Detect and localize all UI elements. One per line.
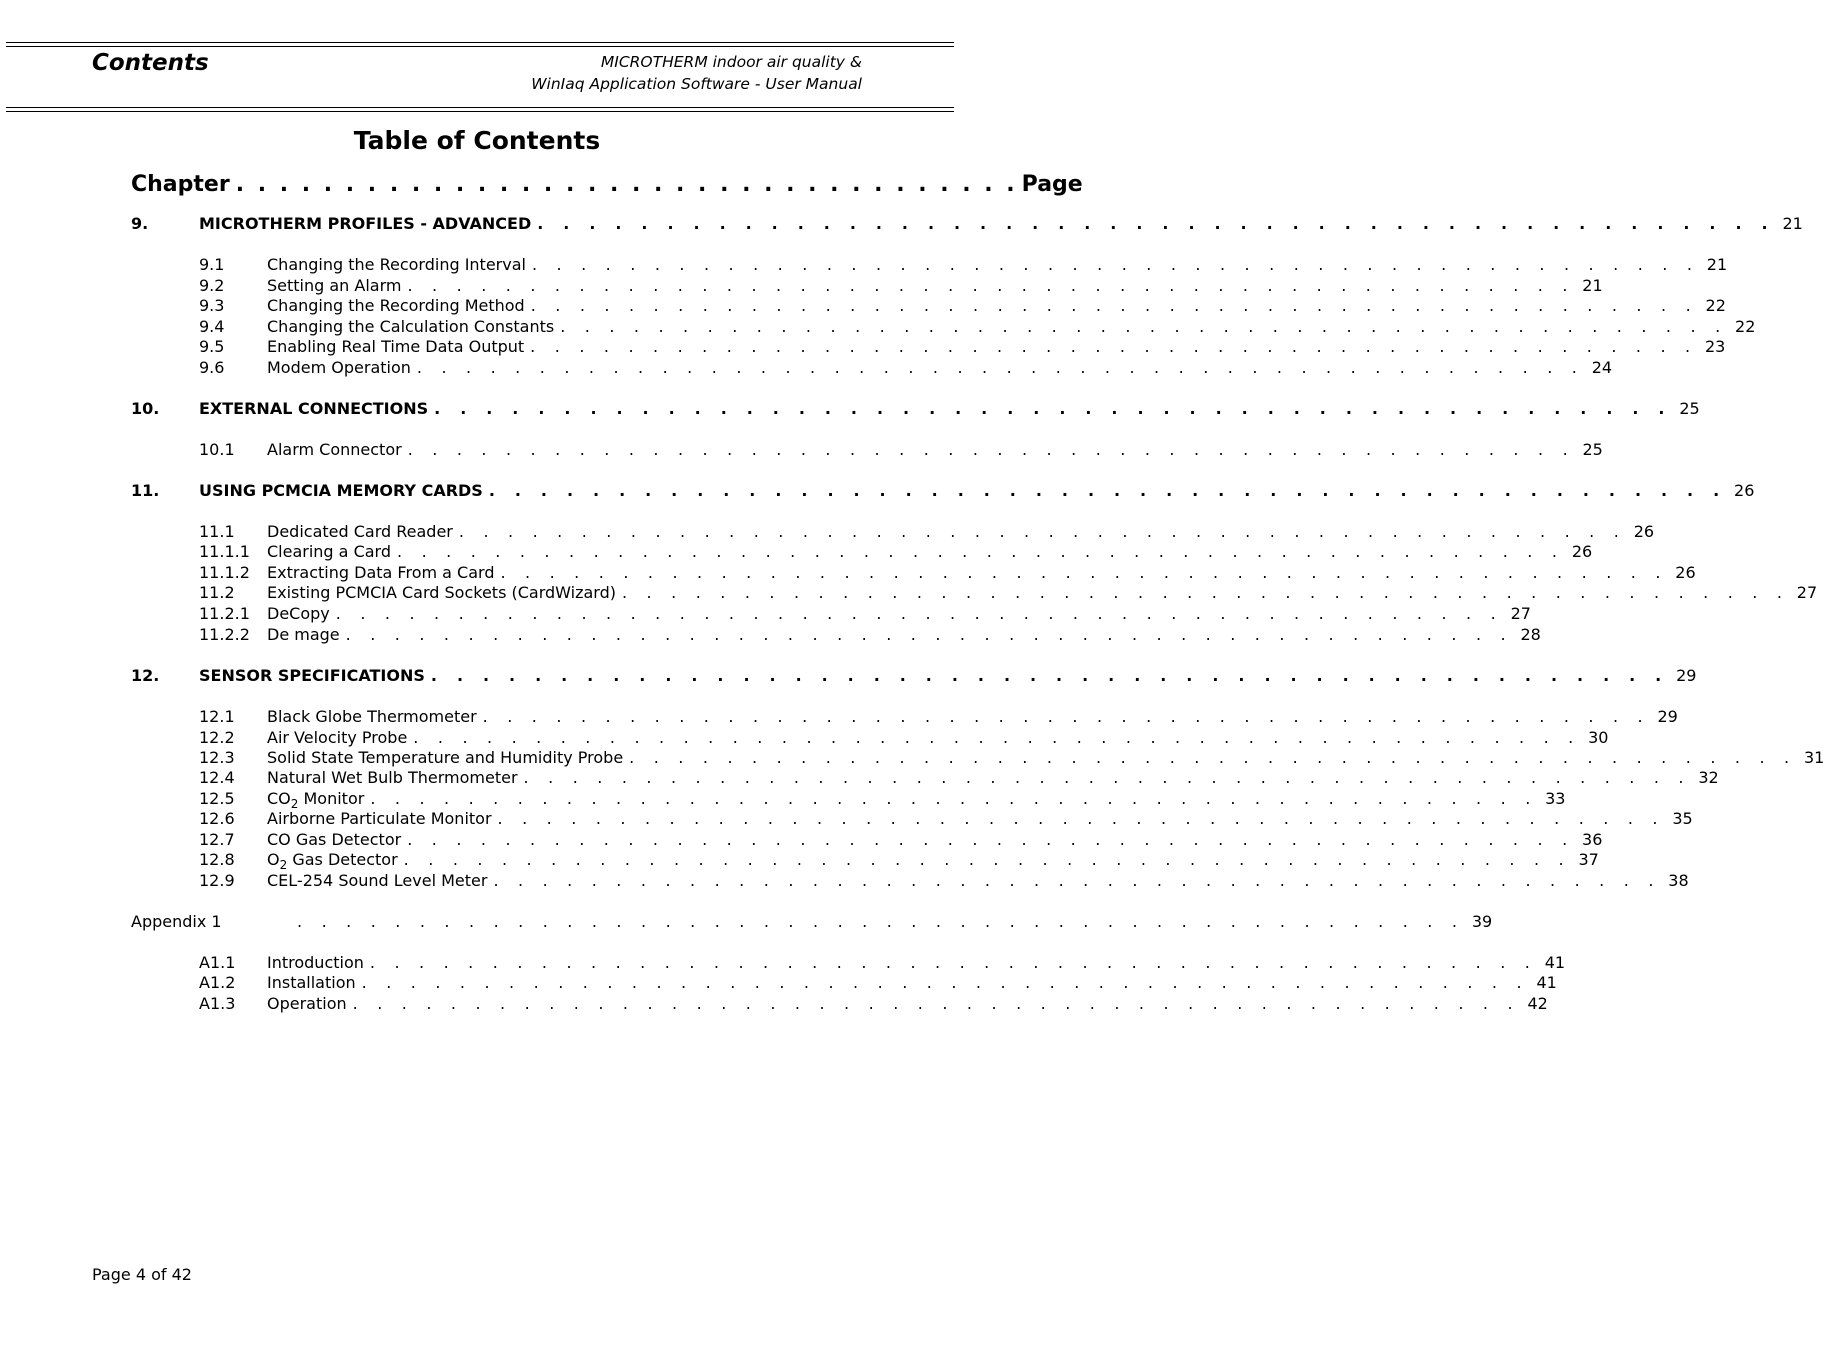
toc-entry-page: 32 (1698, 768, 1719, 787)
toc-entry-number: 11.1 (199, 522, 235, 541)
dot-leader: . . . . . . . . . . . . . . . . . . . . . . . . . . . . . . . . . . . . . . . . . . . . . . . . (397, 542, 1565, 561)
toc-entry-page: 22 (1735, 317, 1756, 336)
dot-leader: . . . . . . . . . . . . . . . . . . . . . . . . . . . . . . . . . . . . . . . . . . . . . . . . (430, 666, 1669, 685)
toc-entry-number: A1.2 (199, 973, 236, 992)
toc-section-entry[interactable] (199, 706, 1678, 727)
toc-entry-title (199, 480, 483, 501)
toc-entry-page: 22 (1705, 296, 1726, 315)
toc-entry-title-text: Installation (267, 973, 356, 992)
toc-section-entry[interactable] (199, 336, 1726, 357)
toc-entry-title-text: Changing the Recording Interval (267, 255, 526, 274)
toc-entry-page: 39 (1471, 912, 1493, 931)
toc-column-header (131, 172, 1083, 197)
header-manual-line-1: MICROTHERM indoor air quality & (600, 53, 862, 71)
dot-leader: . . . . . . . . . . . . . . . . . . . . . . . . . . . . . . . . . . . . . . . . . . . . . . . . (458, 522, 1627, 541)
toc-entry-page: 31 (1803, 748, 1824, 767)
dot-leader: . . . . . . . . . . . . . . . . . . . . . . . . . . . . . . . . . . . . . . . . . . . . . . . . (530, 296, 1698, 315)
toc-entry-title (267, 727, 407, 748)
toc-entry-title (267, 275, 401, 296)
toc-entry-title (267, 295, 525, 316)
toc-section-entry[interactable] (199, 767, 1719, 788)
toc-entry-number: 9.6 (199, 358, 225, 377)
toc-entry-number: 11.2.2 (199, 625, 250, 644)
toc-chapter-entry[interactable] (131, 213, 1803, 234)
toc-entry-number: 11.2.1 (199, 604, 250, 623)
toc-entry-title (267, 870, 487, 891)
toc-entry-title-text: Clearing a Card (267, 542, 391, 561)
toc-entry-page: 24 (1591, 358, 1613, 377)
header-rule-top-1 (6, 42, 954, 43)
toc-section-entry[interactable] (199, 521, 1655, 542)
dot-leader: . . . . . . . . . . . . . . . . . . . . . . . . . . . . . . . . . . . . . . . . . . . . . . . . (488, 481, 1727, 500)
page-number: Page 4 of 42 (92, 1265, 192, 1284)
toc-entry-title-text: CEL-254 Sound Level Meter (267, 871, 488, 890)
toc-section-entry[interactable] (199, 993, 1548, 1014)
toc-entry-number: 9.4 (199, 317, 225, 336)
header-rule-top-2 (6, 46, 954, 47)
toc-entry-page: 25 (1582, 440, 1603, 459)
toc-entry-title-text: USING PCMCIA MEMORY CARDS (199, 481, 483, 500)
dot-leader: . . . . . . . . . . . . . . . . . . . . . . . . . . . . . . . . . . . . . . . . . . . . . . . . (537, 214, 1775, 233)
toc-entry-page: 23 (1704, 337, 1726, 356)
toc-entry-page: 41 (1544, 953, 1566, 972)
toc-entry-page: 27 (1510, 604, 1531, 623)
toc-entry-number: 11.1.1 (199, 542, 250, 561)
toc-entry-title (199, 665, 425, 686)
toc-section-entry[interactable] (199, 952, 1566, 973)
toc-chapter-entry[interactable] (131, 398, 1700, 419)
dot-leader: . . . . . . . . . . . . . . . . . . . . . . . . . . . . . . . . . . . . . . . . . . . . . . . . (523, 768, 1691, 787)
toc-entry-page: 30 (1588, 728, 1609, 747)
toc-entry-page: 29 (1676, 666, 1697, 685)
toc-entry-title-text: Introduction (267, 953, 364, 972)
dot-leader: . . . . . . . . . . . . . . . . . . . . . . . . . . . . . . . . . . . . . . . . . . . . . . . . (407, 440, 1575, 459)
toc-entry-title (267, 254, 526, 275)
toc-entry-number: 9.2 (199, 276, 225, 295)
toc-chapter-entry[interactable] (131, 480, 1755, 501)
toc-entry-page: 37 (1578, 850, 1599, 869)
toc-entry-number: 9.3 (199, 296, 225, 315)
toc-section-entry[interactable] (199, 972, 1557, 993)
toc-entry-title-text: Extracting Data From a Card (267, 563, 495, 582)
dot-leader: . . . . . . . . . . . . . . . . . . . . . . . . . . . . . . . . . . . . . . . . . . . . . . . . (500, 563, 1668, 582)
page-column-label: Page (1021, 172, 1083, 197)
toc-entry-number: 10. (131, 399, 160, 418)
toc-entry-number: 9. (131, 214, 149, 233)
toc-entry-title-text: Setting an Alarm (267, 276, 402, 295)
toc-entry-number: Appendix 1 (131, 912, 222, 931)
toc-entry-title-text: Changing the Recording Method (267, 296, 525, 315)
toc-section-entry[interactable] (199, 275, 1603, 296)
dot-leader: . . . . . . . . . . . . . . . . . . . . . . . . . . . . . . . . . . . . . . . . . . . . . . . . (352, 994, 1520, 1013)
toc-entry-page: 38 (1668, 871, 1689, 890)
toc-entry-number: 12.5 (199, 789, 235, 808)
toc-entry-title-text: EXTERNAL CONNECTIONS (199, 399, 429, 418)
toc-entry-title (267, 952, 364, 973)
toc-entry-page: 26 (1633, 522, 1655, 541)
toc-section-entry[interactable] (199, 829, 1603, 850)
header-section-title: Contents (92, 50, 209, 76)
dot-leader: . . . . . . . . . . . . . . . . . . . . . . . . . . . . . . . . . . . . . . . . . . . . . . . . (407, 276, 1575, 295)
toc-chapter-entry[interactable] (131, 665, 1697, 686)
toc-entry-title-text: Enabling Real Time Data Output (267, 337, 525, 356)
toc-entry-title (267, 336, 524, 357)
dot-leader: . . . . . . . . . . . . . . . . . . . . . . . . . . . . . . . . . . . . . . . . . . . . . . . . (621, 583, 1790, 602)
toc-entry-title (267, 541, 391, 562)
toc-entry-title (267, 357, 411, 378)
toc-section-entry[interactable] (199, 788, 1566, 812)
toc-section-entry[interactable] (199, 316, 1756, 337)
toc-section-entry[interactable] (199, 357, 1613, 378)
toc-entry-page: 36 (1582, 830, 1603, 849)
toc-entry-title (267, 993, 347, 1014)
toc-entry-title (267, 316, 554, 337)
toc-entry-title-text: Operation (267, 994, 347, 1013)
toc-section-entry[interactable] (199, 870, 1689, 891)
toc-entry-page: 21 (1706, 255, 1728, 274)
dot-leader: . . . . . . . . . . . . . . . . . . . . . . . . . . . . . . . . . . . . . . . . . . . . . . . . (531, 255, 1700, 274)
toc-entry-page: 26 (1571, 542, 1593, 561)
toc-entry-title-text: Natural Wet Bulb Thermometer (267, 768, 518, 787)
toc-entry-title-text: Black Globe Thermometer (267, 707, 477, 726)
toc-section-entry[interactable] (199, 582, 1818, 603)
toc-entry-title-text: De mage (267, 625, 340, 644)
toc-entry-title-text: CO (267, 789, 291, 808)
toc-section-entry[interactable] (199, 808, 1693, 829)
toc-entry-number: 12.4 (199, 768, 235, 787)
dot-leader: . . . . . . . . . . . . . . . . . . . . . . . . . . . . . . . . . . . . . . . . . . . . . . . . (361, 973, 1529, 992)
toc-entry-title (267, 562, 494, 583)
toc-entry-title-subscript: 2 (290, 797, 299, 812)
toc-entry-title (267, 788, 365, 812)
dot-leader: . . . . . . . . . . . . . . . . . . . . . . . . . . . . . . . . . . . . . . . . . . . . . . . . (335, 604, 1503, 623)
toc-entry-title (199, 398, 428, 419)
toc-entry-title (199, 213, 531, 234)
toc-section-entry[interactable] (199, 603, 1531, 624)
toc-entry-number: 11.2 (199, 583, 235, 602)
toc-entry-number: A1.1 (199, 953, 236, 972)
toc-section-entry[interactable] (199, 624, 1541, 645)
dot-leader: . . . . . . . . . . . . . . . . . . . . . . . . . . . . . . . . . . . . . . . . . . . . . . . . (369, 953, 1538, 972)
toc-entry-title-text: SENSOR SPECIFICATIONS (199, 666, 425, 685)
toc-entry-title (267, 706, 477, 727)
dot-leader: . . . . . . . . . . . . . . . . . . . . . . . . . . . . . . . . . . . . . . . . . . . . . . . . (629, 748, 1797, 767)
header-manual-line-2: WinIaq Application Software - User Manual (531, 75, 862, 93)
toc-entry-title-text: Changing the Calculation Constants (267, 317, 555, 336)
toc-entry-title (267, 808, 492, 829)
toc-entry-title (267, 624, 340, 645)
toc-section-entry[interactable] (199, 727, 1609, 748)
toc-section-entry[interactable] (199, 439, 1603, 460)
toc-section-entry[interactable] (199, 747, 1824, 768)
toc-entry-number: 9.5 (199, 337, 225, 356)
toc-entry-title-text: Existing PCMCIA Card Sockets (CardWizard) (267, 583, 616, 602)
toc-entry-title (267, 849, 398, 873)
dot-leader: . . . . . . . . . . . . . . . . . . . . . . . . . . . . . . . . . . . . . . . . . . . . . . . . (403, 850, 1571, 869)
toc-entry-title-text: O (267, 850, 280, 869)
toc-entry-title (267, 829, 401, 850)
toc-entry-title-text: Alarm Connector (267, 440, 402, 459)
toc-entry-page: 25 (1679, 399, 1700, 418)
dot-leader: . . . . . . . . . . . . . . . . . . . . . . . . . . . . . . . . . . . . . . . . . . . . . . . . (413, 728, 1581, 747)
dot-leader: . . . . . . . . . . . . . . . . . . . . . . . . . . . . . . . . . . . . . . . . . . . . . . . . (407, 830, 1575, 849)
toc-entry-page: 21 (1582, 276, 1603, 295)
toc-entry-number: A1.3 (199, 994, 236, 1013)
toc-entry-title (267, 521, 453, 542)
toc-entry-page: 28 (1520, 625, 1541, 644)
toc-entry-page: 29 (1657, 707, 1678, 726)
header-dot-leader: . . . . . . . . . . . . . . . . . . . . . . . . . . . . . . . . . . . . (235, 172, 1018, 197)
toc-entry-page: 33 (1545, 789, 1566, 808)
toc-entry-number: 12.2 (199, 728, 235, 747)
page-title: Table of Contents (353, 126, 601, 155)
toc-entry-page: 42 (1527, 994, 1548, 1013)
toc-entry-page: 27 (1796, 583, 1818, 602)
toc-entry-title-suffix: Gas Detector (287, 850, 398, 869)
toc-entry-page: 26 (1734, 481, 1755, 500)
toc-entry-title-text: Dedicated Card Reader (267, 522, 453, 541)
toc-entry-number: 12.3 (199, 748, 235, 767)
toc-entry-number: 10.1 (199, 440, 235, 459)
dot-leader: . . . . . . . . . . . . . . . . . . . . . . . . . . . . . . . . . . . . . . . . . . . . . . . . (370, 789, 1538, 808)
toc-entry-title-text: Modem Operation (267, 358, 411, 377)
dot-leader: . . . . . . . . . . . . . . . . . . . . . . . . . . . . . . . . . . . . . . . . . . . . . . . . (297, 912, 1465, 931)
toc-entry-title (267, 582, 616, 603)
toc-entry-title-text: MICROTHERM PROFILES - ADVANCED (199, 214, 532, 233)
header-rule-bottom-2 (6, 111, 954, 112)
dot-leader: . . . . . . . . . . . . . . . . . . . . . . . . . . . . . . . . . . . . . . . . . . . . . . . . (482, 707, 1650, 726)
toc-entry-number: 11.1.2 (199, 563, 250, 582)
toc-section-entry[interactable] (199, 541, 1593, 562)
dot-leader: . . . . . . . . . . . . . . . . . . . . . . . . . . . . . . . . . . . . . . . . . . . . . . . . (434, 399, 1672, 418)
toc-entry-number: 12.7 (199, 830, 235, 849)
toc-entry-title-text: DeCopy (267, 604, 330, 623)
dot-leader: . . . . . . . . . . . . . . . . . . . . . . . . . . . . . . . . . . . . . . . . . . . . . . . . (345, 625, 1513, 644)
toc-entry-page: 26 (1675, 563, 1696, 582)
toc-entry-number: 12.1 (199, 707, 235, 726)
toc-section-entry[interactable] (199, 849, 1599, 873)
dot-leader: . . . . . . . . . . . . . . . . . . . . . . . . . . . . . . . . . . . . . . . . . . . . . . . . (416, 358, 1585, 377)
toc-entry-title (267, 767, 518, 788)
toc-entry-title-text: CO Gas Detector (267, 830, 402, 849)
toc-entry-title-text: Air Velocity Probe (267, 728, 408, 747)
toc-appendix-entry[interactable] (131, 911, 1493, 932)
toc-section-entry[interactable] (199, 254, 1728, 275)
toc-entry-page: 41 (1536, 973, 1557, 992)
toc-entry-page: 35 (1672, 809, 1693, 828)
toc-entry-title-text: Airborne Particulate Monitor (267, 809, 492, 828)
dot-leader: . . . . . . . . . . . . . . . . . . . . . . . . . . . . . . . . . . . . . . . . . . . . . . . . (493, 871, 1661, 890)
toc-entry-title-suffix: Monitor (298, 789, 365, 808)
toc-entry-title-subscript: 2 (279, 858, 288, 873)
header-rule-bottom-1 (6, 107, 954, 108)
toc-entry-number: 9.1 (199, 255, 225, 274)
toc-entry-title (267, 603, 330, 624)
toc-entry-number: 11. (131, 481, 160, 500)
toc-entry-title-text: Solid State Temperature and Humidity Probe (267, 748, 624, 767)
toc-entry-number: 12.9 (199, 871, 235, 890)
toc-section-entry[interactable] (199, 295, 1726, 316)
dot-leader: . . . . . . . . . . . . . . . . . . . . . . . . . . . . . . . . . . . . . . . . . . . . . . . . (560, 317, 1728, 336)
toc-entry-title (267, 972, 356, 993)
toc-section-entry[interactable] (199, 562, 1696, 583)
toc-entry-number: 12.8 (199, 850, 235, 869)
toc-entry-title (267, 747, 623, 768)
toc-entry-number: 12.6 (199, 809, 235, 828)
dot-leader: . . . . . . . . . . . . . . . . . . . . . . . . . . . . . . . . . . . . . . . . . . . . . . . . (497, 809, 1665, 828)
toc-entry-number: 12. (131, 666, 160, 685)
chapter-column-label: Chapter (131, 172, 230, 197)
toc-entry-page: 21 (1782, 214, 1803, 233)
dot-leader: . . . . . . . . . . . . . . . . . . . . . . . . . . . . . . . . . . . . . . . . . . . . . . . . (530, 337, 1698, 356)
toc-entry-title (267, 439, 402, 460)
